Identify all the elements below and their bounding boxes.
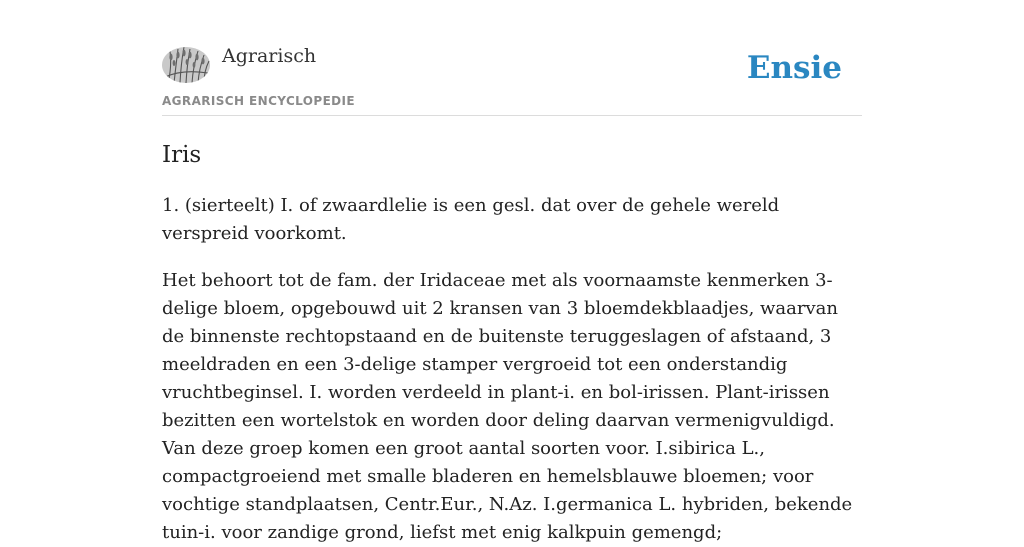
- article-paragraph: 1. (sierteelt) I. of zwaardlelie is een gesl. dat over de gehele wereld verspreid voorkomt.: [162, 195, 780, 244]
- site-header: [162, 0, 862, 116]
- wheat-ears-icon[interactable]: [162, 47, 210, 83]
- book-name[interactable]: Agrarisch: [222, 45, 317, 67]
- book-subtitle: AGRARISCH ENCYCLOPEDIE: [162, 94, 355, 108]
- article-paragraph: Het behoort tot de fam. der Iridaceae met als voornaamste kenmerken 3-delige bloem, opgebouwd uit 2 kransen van 3 bloemdekblaadjes, waarvan de binnenste rechtopstaand en de buitenste teruggeslagen of afstaand, 3 meeldraden en een 3-delige stamper vergroeid tot een onderstandig vruchtbeginsel. I. worden verdeeld in plant-i. en bol-irissen. Plant-irissen bezitten een wortelstok en worden door deling daarvan vermenigvuldigd. Van deze groep komen een groot aantal soorten voor. I.sibirica L., compactgroeiend met smalle bladeren en hemelsblauwe bloemen; voor vochtige standplaatsen, Centr.Eur., N.Az. I.germanica L. hybriden, bekende tuin-i. voor zandige grond, liefst met enig kalkpuin gemengd;: [162, 270, 853, 543]
- article-title: Iris: [162, 142, 202, 168]
- article: [162, 140, 862, 547]
- ensie-logo-link[interactable]: Ensie: [746, 50, 842, 86]
